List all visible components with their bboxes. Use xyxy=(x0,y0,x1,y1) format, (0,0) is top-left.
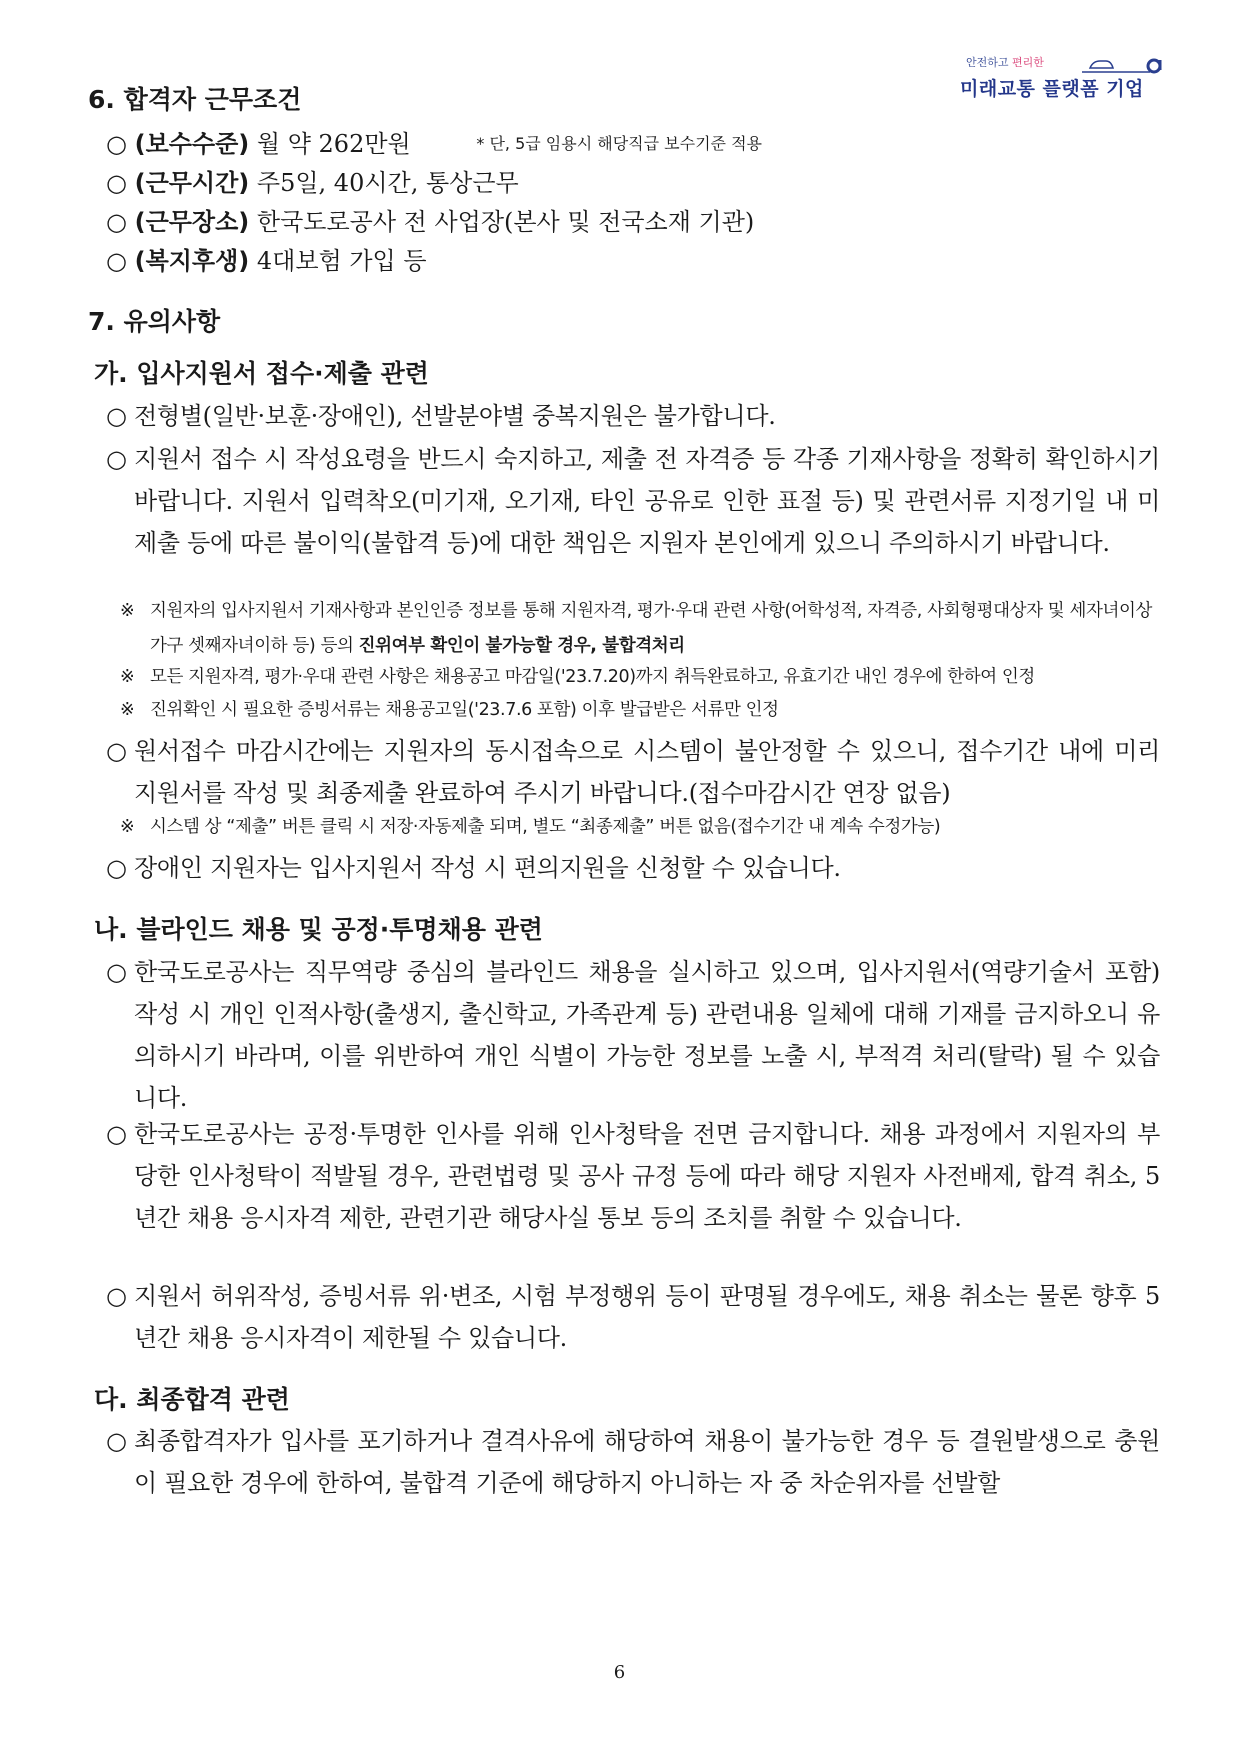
condition-hours: ○ (근무시간) 주5일, 40시간, 통상근무 xyxy=(106,169,519,197)
bullet-marker: ○ xyxy=(106,247,127,275)
note-a3: ※ 진위확인 시 필요한 증빙서류는 채용공고일('23.7.6 포함) 이후 발급받은 서류만 인정 xyxy=(120,700,779,720)
note-a1: ※ 지원자의 입사지원서 기재사항과 본인인증 정보를 통해 지원자격, 평가·우대 관련 사항(어학성적, 자격증, 사회형평대상자 및 세자녀이상 가구 셋째자녀이하 등) 등의 진위여부 확인이 불가능할 경우, 불합격처리 xyxy=(120,601,1152,656)
note-a4: ※ 시스템 상 “제출” 버튼 클릭 시 저장·자동제출 되며, 별도 “최종제출” 버튼 없음(접수기간 내 계속 수정가능) xyxy=(120,817,941,837)
paragraph-c1: ○ 최종합격자가 입사를 포기하거나 결격사유에 해당하여 채용이 불가능한 경우 등 결원발생으로 충원이 필요한 경우에 한하여, 불합격 기준에 해당하지 아니하는 자 중 차순위자를 선발할 xyxy=(106,1427,1160,1497)
paragraph-b1: ○ 한국도로공사는 직무역량 중심의 블라인드 채용을 실시하고 있으며, 입사지원서(역량기술서 포함) 작성 시 개인 인적사항(출생지, 출신학교, 가족관계 등) 관련내용 일체에 대해 기재를 금지하오니 유의하시기 바라며, 이를 위반하여 개인 식별이 가능한 정보를 노출 시, 부적격 처리(탈락) 될 수 있습니다. xyxy=(106,958,1160,1112)
subsection-a-title: 가. 입사지원서 접수·제출 관련 xyxy=(94,359,429,388)
section-6-title: 6. 합격자 근무조건 xyxy=(88,85,302,114)
subsection-c-title: 다. 최종합격 관련 xyxy=(94,1385,290,1414)
condition-pay: ○ (보수수준) 월 약 262만원 * 단, 5급 임용시 해당직급 보수기준 적용 xyxy=(106,130,762,158)
bullet-marker: ○ xyxy=(106,169,127,197)
logo-name: 미래교통 플랫폼 기업 xyxy=(960,78,1144,100)
paragraph-b2: ○ 한국도로공사는 공정·투명한 인사를 위해 인사청탁을 전면 금지합니다. 채용 과정에서 지원자의 부당한 인사청탁이 적발될 경우, 관련법령 및 공사 규정 등에 따라 해당 지원자 사전배제, 합격 취소, 5년간 채용 응시자격 제한, 관련기관 해당사실 통보 등의 조치를 취할 수 있습니다. xyxy=(106,1120,1160,1232)
page-number: 6 xyxy=(613,1662,626,1683)
logo-tagline: 안전하고 편리한 xyxy=(966,56,1044,69)
condition-welfare: ○ (복지후생) 4대보험 가입 등 xyxy=(106,247,427,275)
paragraph-a2: ○ 지원서 접수 시 작성요령을 반드시 숙지하고, 제출 전 자격증 등 각종 기재사항을 정확히 확인하시기 바랍니다. 지원서 입력착오(미기재, 오기재, 타인 공유로 인한 표절 등) 및 관련서류 지정기일 내 미제출 등에 따른 불이익(불합격 등)에 대한 책임은 지원자 본인에게 있으니 주의하시기 바랍니다. xyxy=(106,445,1160,557)
car-road-icon xyxy=(1080,52,1170,76)
note-a2: ※ 모든 지원자격, 평가·우대 관련 사항은 채용공고 마감일('23.7.20)까지 취득완료하고, 유효기간 내인 경우에 한하여 인정 xyxy=(120,667,1035,687)
section-7-title: 7. 유의사항 xyxy=(88,307,221,336)
company-logo xyxy=(960,52,1170,108)
bullet-marker: ○ xyxy=(106,208,127,236)
condition-location: ○ (근무장소) 한국도로공사 전 사업장(본사 및 전국소재 기관) xyxy=(106,208,755,236)
pay-note: * 단, 5급 임용시 해당직급 보수기준 적용 xyxy=(476,134,762,153)
paragraph-b3: ○ 지원서 허위작성, 증빙서류 위·변조, 시험 부정행위 등이 판명될 경우에도, 채용 취소는 물론 향후 5년간 채용 응시자격이 제한될 수 있습니다. xyxy=(106,1282,1160,1352)
paragraph-a1: ○ 전형별(일반·보훈·장애인), 선발분야별 중복지원은 불가합니다. xyxy=(106,402,776,430)
paragraph-a4: ○ 장애인 지원자는 입사지원서 작성 시 편의지원을 신청할 수 있습니다. xyxy=(106,854,841,882)
bullet-marker: ○ xyxy=(106,130,127,158)
paragraph-a3: ○ 원서접수 마감시간에는 지원자의 동시접속으로 시스템이 불안정할 수 있으니, 접수기간 내에 미리 지원서를 작성 및 최종제출 완료하여 주시기 바랍니다.(접수마감시간 연장 없음) xyxy=(106,737,1160,807)
subsection-b-title: 나. 블라인드 채용 및 공정·투명채용 관련 xyxy=(94,915,543,944)
